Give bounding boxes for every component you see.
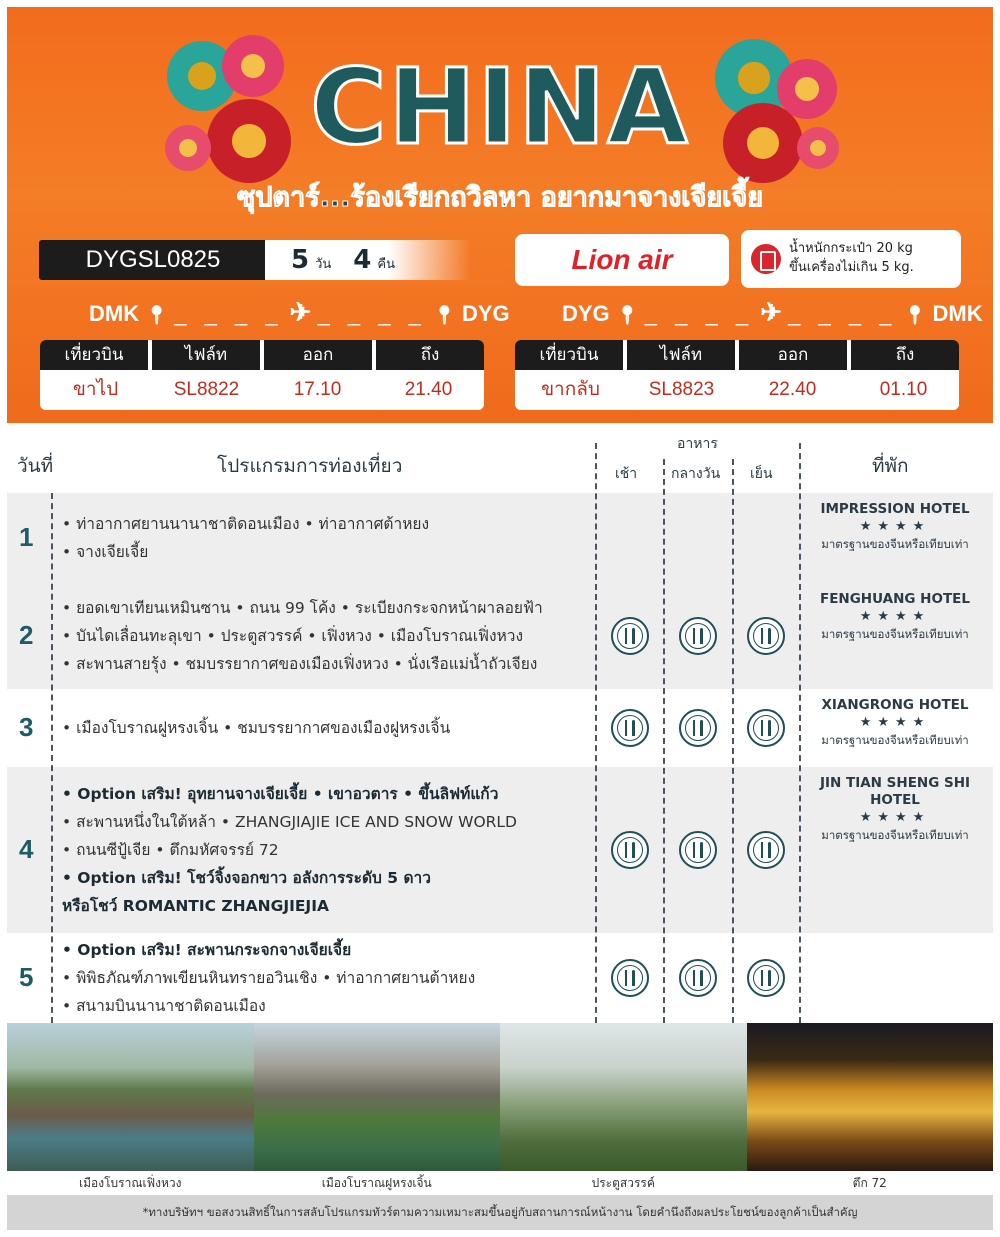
pin-icon: 📍︎	[615, 305, 639, 325]
dash-line: _ _ _ _	[317, 301, 427, 326]
activity-line: • จางเจียเจี้ย	[62, 543, 149, 561]
activity-line: • สะพานสายรุ้ง • ชมบรรยากาศของเมืองเฟิ่งหวง • นั่งเรือแม่น้ำถัวเจียง	[62, 655, 538, 673]
arrival-time: 01.10	[879, 379, 928, 400]
flight-header: เที่ยวบิน	[40, 340, 152, 370]
meal-included-icon	[611, 617, 649, 655]
flight-number: SL8823	[648, 379, 715, 400]
column-divider	[51, 493, 53, 1023]
hotel-standard: มาตรฐานของจีนหรือเทียบเท่า	[821, 828, 969, 842]
activity-line: • Option เสริม! โชว์จิ้งจอกขาว อลังการระดับ 5 ดาว	[62, 869, 431, 887]
day-activities	[62, 714, 597, 742]
activity-line: • Option เสริม! สะพานกระจกจางเจียเจี้ย	[62, 941, 352, 959]
column-divider	[595, 443, 597, 1023]
activity-line: • ถนนซีปู้เจีย • ตึกมหัศจรรย์ 72	[62, 841, 279, 859]
departure-time: 17.10	[293, 379, 342, 400]
photo-furongzhen	[254, 1023, 501, 1195]
hotel-name: IMPRESSION HOTEL	[820, 501, 970, 517]
flight-table-return	[515, 340, 959, 410]
photo-building-72	[747, 1023, 994, 1195]
day-number: 1	[19, 522, 34, 552]
hotel-info	[807, 591, 983, 642]
activity-line: • สนามบินนานาชาติดอนเมือง	[62, 997, 266, 1015]
meal-included-icon	[679, 831, 717, 869]
flight-header: ถึง	[420, 345, 440, 365]
hotel-name: FENGHUANG HOTEL	[819, 591, 970, 607]
photo-caption: เมืองโบราณฝูหรงเจิ้น	[254, 1171, 501, 1195]
header-dinner: เย็น	[750, 466, 773, 482]
photo-strip	[7, 1023, 993, 1195]
hotel-standard: มาตรฐานของจีนหรือเทียบเท่า	[821, 627, 969, 641]
tour-poster	[7, 7, 993, 1230]
flight-header: เที่ยวบิน	[515, 340, 627, 370]
itinerary-table	[7, 423, 993, 1023]
day-row	[7, 689, 993, 767]
header-meals: อาหาร	[677, 436, 718, 452]
day-number: 2	[19, 620, 34, 650]
plane-icon: ✈	[760, 297, 782, 327]
meal-included-icon	[747, 831, 785, 869]
dash-line: _ _ _ _	[788, 301, 898, 326]
flight-header: ออก	[264, 340, 376, 370]
tour-code: DYGSL0825	[39, 240, 267, 280]
page-subtitle: ซุปตาร์...ร้องเรียกถวิลหา อยากมาจางเจียเจี้ย	[236, 182, 764, 213]
days-unit: วัน	[315, 257, 332, 272]
activity-line: หรือโชว์ ROMANTIC ZHANGJIEJIA	[62, 897, 329, 915]
itinerary-header	[7, 423, 993, 485]
flight-number: SL8822	[173, 379, 240, 400]
photo-caption: ประตูสวรรค์	[500, 1171, 747, 1195]
departure-time: 22.40	[768, 379, 817, 400]
flight-header: ไฟล์ท	[627, 340, 739, 370]
luggage-icon	[751, 244, 781, 274]
photo-image	[254, 1023, 501, 1171]
day-number: 5	[19, 962, 34, 992]
hotel-standard: มาตรฐานของจีนหรือเทียบเท่า	[821, 733, 969, 747]
activity-line: • สะพานหนึ่งในใต้หล้า • ZHANGJIAJIE ICE AND SNOW WORLD	[62, 813, 517, 831]
header-banner	[7, 7, 993, 423]
pin-icon: 📍︎	[145, 305, 169, 325]
meal-included-icon	[611, 709, 649, 747]
hotel-name: XIANGRONG HOTEL	[821, 697, 969, 713]
route-outbound	[89, 295, 539, 329]
pin-icon: 📍︎	[432, 305, 456, 325]
day-row	[7, 767, 993, 933]
meal-included-icon	[747, 709, 785, 747]
photo-heaven-gate	[500, 1023, 747, 1195]
photo-fenghuang	[7, 1023, 254, 1195]
activity-line: • เมืองโบราณฝูหรงเจิ้น • ชมบรรยากาศของเมืองฝูหรงเจิ้น	[62, 719, 451, 737]
header-lunch: กลางวัน	[671, 466, 721, 482]
hotel-info	[807, 501, 983, 552]
activity-line: • ยอดเขาเทียนเหมินซาน • ถนน 99 โค้ง • ระเบียงกระจกหน้าผาลอยฟ้า	[62, 599, 543, 617]
day-row	[7, 493, 993, 583]
flight-header: ไฟล์ท	[152, 340, 264, 370]
route-origin: DMK	[89, 301, 140, 326]
flight-direction: ขากลับ	[541, 379, 600, 400]
activity-line: • พิพิธภัณฑ์ภาพเขียนหินทรายอวินเชิง • ท่าอากาศยานต้าหยง	[62, 969, 476, 987]
meal-included-icon	[747, 617, 785, 655]
header-day: วันที่	[17, 455, 54, 477]
hotel-stars: ★★★★	[859, 519, 931, 534]
dash-line: _ _ _ _	[644, 301, 755, 326]
disclaimer: *ทางบริษัทฯ ขอสงวนสิทธิ์ในการสลับโปรแกรมทัวร์ตามความเหมาะสมขึ้นอยู่กับสถานการณ์หน้างาน โดยคำนึงถึงผลประโยชน์ของลูกค้าเป็นสำคัญ	[7, 1195, 993, 1230]
hotel-standard: มาตรฐานของจีนหรือเทียบเท่า	[821, 537, 969, 551]
header-breakfast: เช้า	[615, 466, 638, 482]
day-activities	[62, 594, 597, 678]
duration	[265, 240, 471, 280]
activity-line: • ท่าอากาศยานนานาชาติดอนเมือง • ท่าอากาศต้าหยง	[62, 515, 430, 533]
day-activities	[62, 780, 597, 920]
dash-line: _ _ _ _	[174, 301, 284, 326]
day-activities	[62, 510, 597, 566]
meal-included-icon	[679, 959, 717, 997]
pin-icon: 📍︎	[903, 305, 927, 325]
flight-header: ถึง	[895, 345, 915, 365]
column-divider	[663, 459, 665, 1023]
activity-line: • Option เสริม! อุทยานจางเจียเจี้ย • เขาอวตาร • ขึ้นลิฟท์แก้ว	[62, 785, 499, 803]
route-return	[562, 295, 993, 329]
photo-image	[747, 1023, 994, 1171]
nights-unit: คืน	[377, 257, 395, 272]
day-row	[7, 933, 993, 1023]
route-origin: DYG	[562, 301, 610, 326]
photo-image	[500, 1023, 747, 1171]
baggage-line-1: น้ำหนักกระเป๋า 20 kg	[789, 241, 913, 256]
hotel-stars: ★★★★	[859, 715, 931, 730]
photo-caption: เมืองโบราณเฟิ่งหวง	[7, 1171, 254, 1195]
hotel-info	[807, 697, 983, 748]
header-hotel: ที่พัก	[872, 455, 909, 477]
column-divider	[732, 459, 734, 1023]
route-destination: DYG	[461, 301, 510, 326]
nights-number: 4	[353, 245, 372, 275]
arrival-time: 21.40	[404, 379, 453, 400]
day-row	[7, 583, 993, 689]
day-number: 3	[19, 712, 34, 742]
hotel-stars: ★★★★	[859, 810, 931, 825]
airline-logo: Lion air	[515, 234, 729, 286]
header-program: โปรแกรมการท่องเที่ยว	[217, 455, 403, 477]
route-destination: DMK	[932, 301, 983, 326]
column-divider	[799, 443, 801, 1023]
meal-included-icon	[679, 709, 717, 747]
plane-icon: ✈	[289, 297, 312, 327]
meal-included-icon	[611, 959, 649, 997]
baggage-line-2: ขึ้นเครื่องไม่เกิน 5 kg.	[789, 260, 914, 275]
days-number: 5	[291, 245, 310, 275]
day-number: 4	[19, 834, 34, 864]
hotel-stars: ★★★★	[859, 609, 931, 624]
photo-image	[7, 1023, 254, 1171]
flight-direction: ขาไป	[72, 379, 119, 400]
meal-included-icon	[679, 617, 717, 655]
flight-header: ออก	[739, 340, 851, 370]
day-activities	[62, 936, 597, 1020]
photo-caption: ตึก 72	[747, 1171, 994, 1195]
baggage-info	[741, 230, 961, 288]
activity-line: • บันไดเลื่อนทะลุเขา • ประตูสวรรค์ • เฟิ่งหวง • เมืองโบราณเฟิ่งหวง	[62, 627, 524, 645]
flight-table-outbound	[40, 340, 484, 410]
meal-included-icon	[611, 831, 649, 869]
hotel-name: JIN TIAN SHENG SHI HOTEL	[819, 775, 971, 808]
page-title: CHINA	[310, 46, 690, 168]
hotel-info	[807, 775, 983, 843]
meal-included-icon	[747, 959, 785, 997]
